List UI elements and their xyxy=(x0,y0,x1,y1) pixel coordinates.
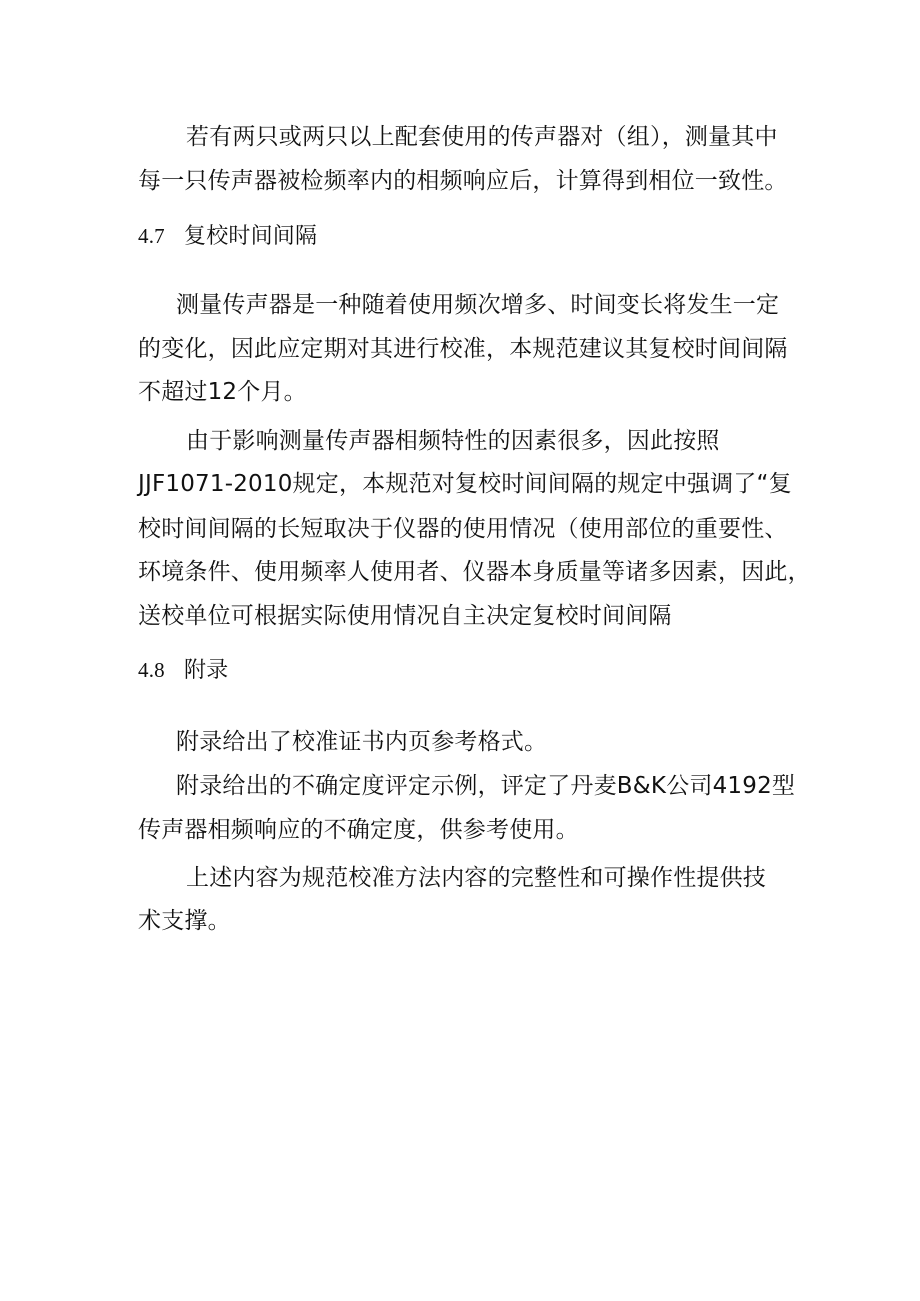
paragraph-3-line-2: JJF1071-2010规定，本规范对复校时间间隔的规定中强调了“复 xyxy=(138,471,792,497)
section-number: 4.8 xyxy=(138,658,165,682)
paragraph-2-line-3: 不超过12个月。 xyxy=(138,379,307,405)
section-number: 4.7 xyxy=(138,224,165,248)
paragraph-6-line-1: 上述内容为规范校准方法内容的完整性和可操作性提供技 xyxy=(186,865,766,891)
section-title: 附录 xyxy=(184,658,229,683)
paragraph-2-line-2: 的变化，因此应定期对其进行校准，本规范建议其复校时间间隔 xyxy=(138,336,788,362)
paragraph-4-line-1: 附录给出了校准证书内页参考格式。 xyxy=(176,729,548,755)
section-4-7-heading xyxy=(138,221,317,252)
paragraph-3-line-1: 由于影响测量传声器相频特性的因素很多，因此按照 xyxy=(186,428,720,454)
section-4-8-heading xyxy=(138,655,228,686)
paragraph-2-line-1: 测量传声器是一种随着使用频次增多、时间变长将发生一定 xyxy=(176,292,780,318)
paragraph-6-line-2: 术支撑。 xyxy=(138,908,231,934)
section-title: 复校时间间隔 xyxy=(184,224,318,249)
paragraph-3-line-3: 校时间间隔的长短取决于仪器的使用情况（使用部位的重要性、 xyxy=(138,516,788,542)
paragraph-5-line-1: 附录给出的不确定度评定示例，评定了丹麦B&K公司4192型 xyxy=(176,773,796,799)
paragraph-1-line-2: 每一只传声器被检频率内的相频响应后，计算得到相位一致性。 xyxy=(138,168,788,194)
paragraph-5-line-2: 传声器相频响应的不确定度，供参考使用。 xyxy=(138,817,579,843)
paragraph-3-line-5: 送校单位可根据实际使用情况自主决定复校时间间隔 xyxy=(138,603,672,629)
paragraph-1-line-1: 若有两只或两只以上配套使用的传声器对（组），测量其中 xyxy=(186,124,778,150)
paragraph-3-line-4: 环境条件、使用频率人使用者、仪器本身质量等诸多因素，因此， xyxy=(138,559,811,585)
